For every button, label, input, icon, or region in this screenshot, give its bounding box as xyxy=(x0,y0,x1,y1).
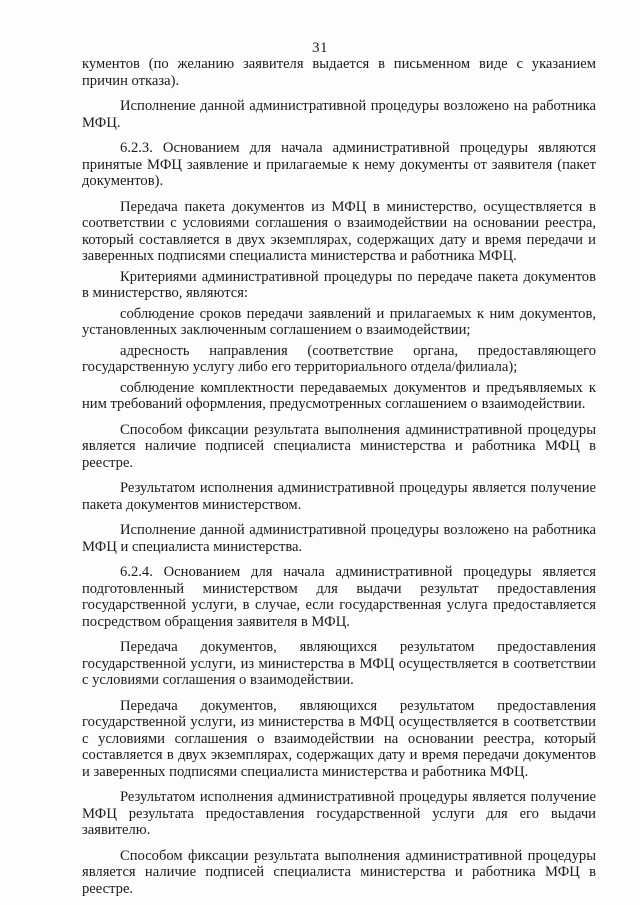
paragraph-5: Критериями административной процедуры по передаче пакета документов в министерство, являются: xyxy=(82,268,596,301)
paragraph-1: кументов (по желанию заявителя выдается в письменном виде с указанием причин отказа). xyxy=(82,56,596,89)
paragraph-8: соблюдение комплектности передаваемых документов и предъявляемых к ним требований оформления, предусмотренных соглашением о взаимодействии. xyxy=(82,379,596,412)
paragraph-14: Передача документов, являющихся результатом предоставления государственной услуги, из министерства в МФЦ осуществляется в соответствии с условиями соглашения о взаимодействии на основании реестра, который составляется в двух экземплярах, содержащих дату и время передачи документов и заверенных подписями специалиста министерства и работника МФЦ. xyxy=(82,697,596,780)
paragraph-10: Результатом исполнения административной процедуры является получение пакета документов министерством. xyxy=(82,480,596,513)
paragraph-6: соблюдение сроков передачи заявлений и прилагаемых к ним документов, установленных заключенным соглашением о взаимодействии; xyxy=(82,305,596,338)
paragraph-12: 6.2.4. Основанием для начала административной процедуры является подготовленный министерством для выдачи результат предоставления государственной услуги, в случае, если государственная услуга предоставляется посредством обращения заявителя в МФЦ. xyxy=(82,564,596,630)
paragraph-2: Исполнение данной административной процедуры возложено на работника МФЦ. xyxy=(82,98,596,131)
paragraph-4: Передача пакета документов из МФЦ в министерство, осуществляется в соответствии с условиями соглашения о взаимодействии на основании реестра, который составляется в двух экземплярах, содержащих дату и время передачи и заверенных подписями специалиста министерства и работника МФЦ. xyxy=(82,198,596,264)
page-number: 31 xyxy=(312,40,328,56)
paragraph-7: адресность направления (соответствие органа, предоставляющего государственную услугу либо его территориального отдела/филиала); xyxy=(82,342,596,375)
paragraph-15: Результатом исполнения административной процедуры является получение МФЦ результата предоставления государственной услуги для его выдачи заявителю. xyxy=(82,789,596,838)
paragraph-9: Способом фиксации результата выполнения административной процедуры является наличие подписей специалиста министерства и работника МФЦ в реестре. xyxy=(82,421,596,471)
paragraph-13: Передача документов, являющихся результатом предоставления государственной услуги, из министерства в МФЦ осуществляется в соответствии с условиями соглашения о взаимодействии. xyxy=(82,639,596,688)
paragraph-16: Способом фиксации результата выполнения административной процедуры является наличие подписей специалиста министерства и работника МФЦ в реестре. xyxy=(82,847,596,897)
paragraph-11: Исполнение данной административной процедуры возложено на работника МФЦ и специалиста министерства. xyxy=(82,522,596,555)
document-body xyxy=(82,56,596,897)
paragraph-3: 6.2.3. Основанием для начала административной процедуры являются принятые МФЦ заявление и прилагаемые к нему документы от заявителя (пакет документов). xyxy=(82,140,596,189)
